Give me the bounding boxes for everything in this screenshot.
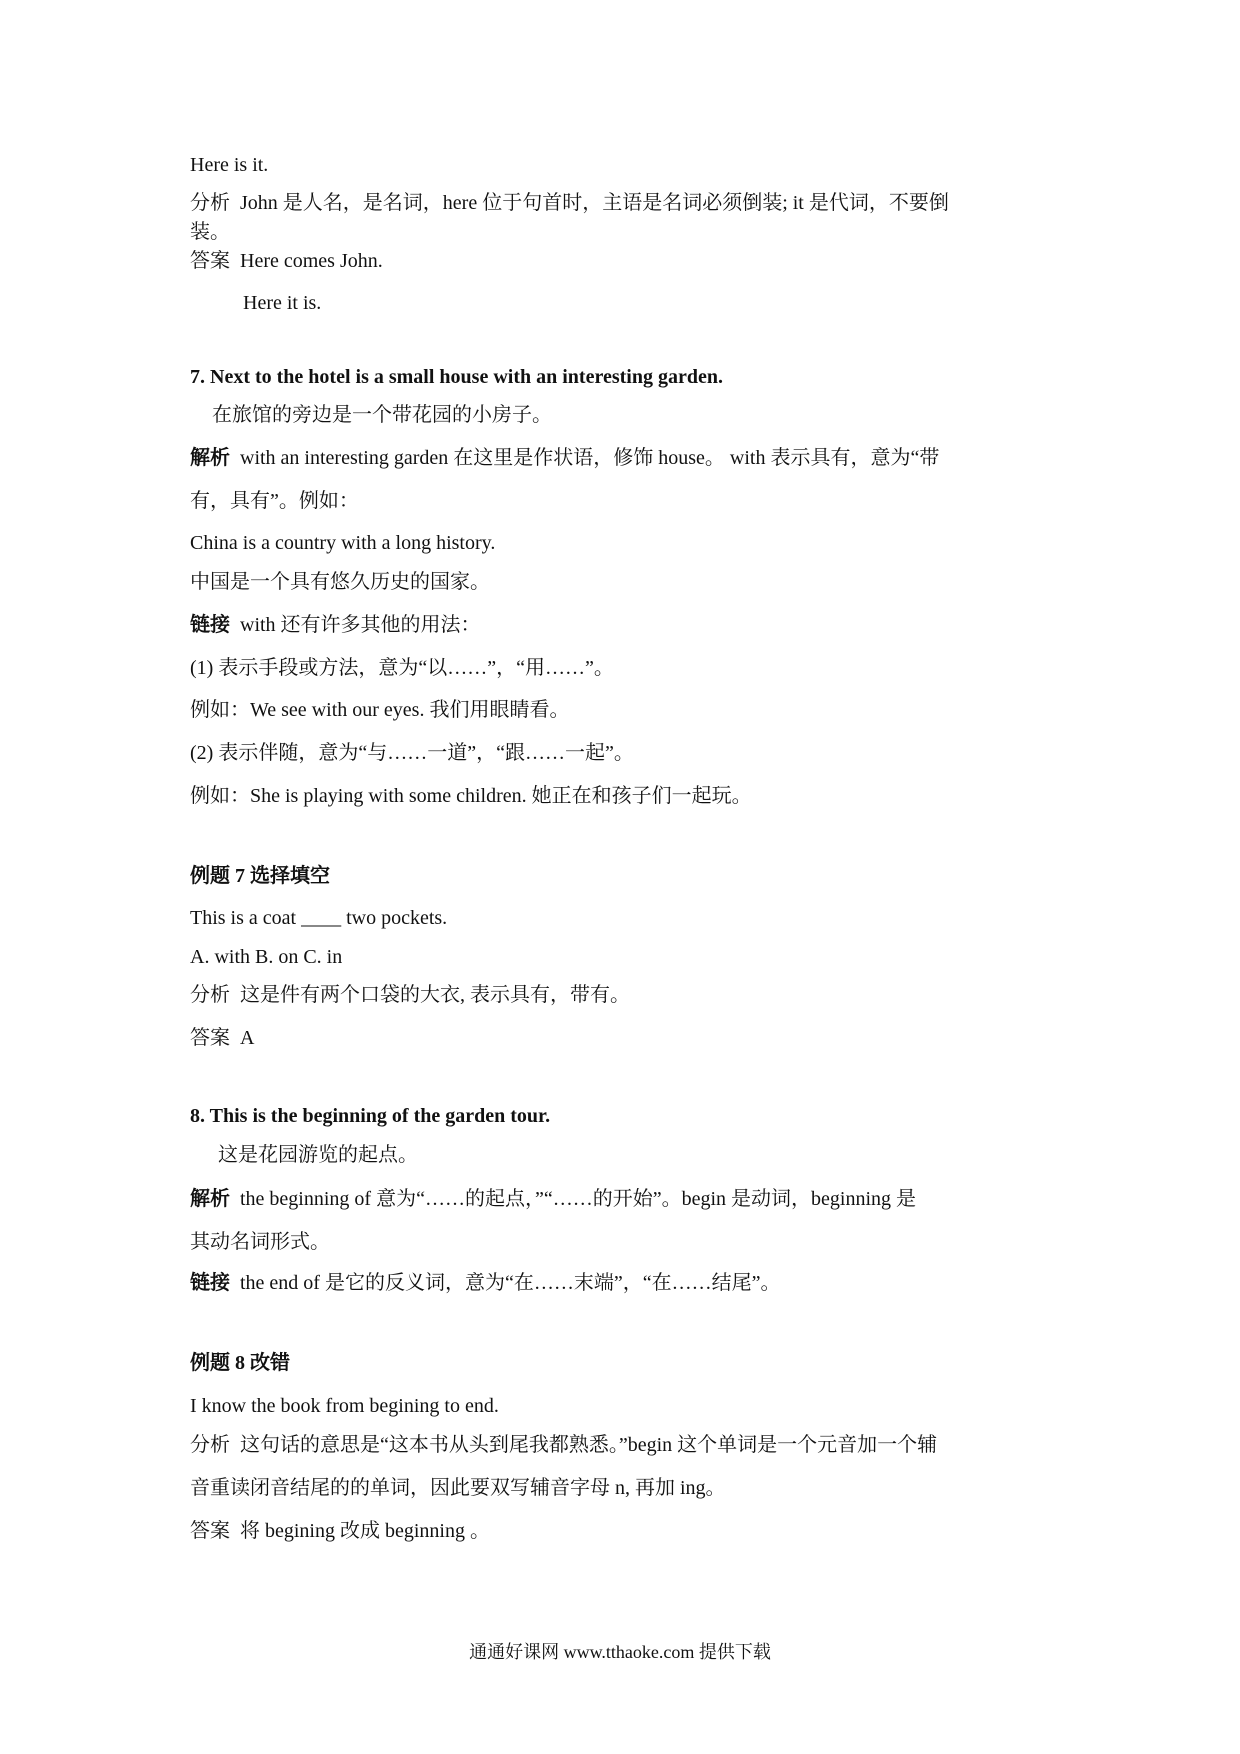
section-heading: 8. This is the beginning of the garden tour. <box>190 1105 551 1127</box>
usage-example: 例如：She is playing with some children. 她正在和孩子们一起玩。 <box>190 785 752 807</box>
link-label: 链接 <box>190 1272 230 1294</box>
link-line <box>190 612 481 638</box>
example-sentence: Here is it. <box>190 154 269 176</box>
link-text: the end of 是它的反义词，意为“在……末端”，“在……结尾”。 <box>240 1272 781 1294</box>
answer-label: 答案 <box>190 1520 230 1542</box>
answer-line <box>190 1025 254 1051</box>
exercise-heading: 例题 8 改错 <box>190 1352 290 1374</box>
analysis-line <box>190 190 949 216</box>
explanation-label: 解析 <box>190 1188 230 1210</box>
usage-example: 例如：We see with our eyes. 我们用眼睛看。 <box>190 699 570 721</box>
explanation-label: 解析 <box>190 447 230 469</box>
answer-text: 将 begining 改成 beginning 。 <box>240 1520 490 1542</box>
analysis-text: John 是人名，是名词，here 位于句首时，主语是名词必须倒装; it 是代词，不要倒 <box>240 192 949 214</box>
exercise-question: This is a coat ____ two pockets. <box>190 907 448 929</box>
answer-label: 答案 <box>190 1027 230 1049</box>
link-line <box>190 1270 780 1296</box>
explanation-text: the beginning of 意为“……的起点，”“……的开始”。begin 是动词，beginning 是 <box>240 1188 917 1210</box>
translation: 在旅馆的旁边是一个带花园的小房子。 <box>212 404 552 426</box>
section-heading: 7. Next to the hotel is a small house with an interesting garden. <box>190 366 723 388</box>
usage-item: (2) 表示伴随，意为“与……一道”，“跟……一起”。 <box>190 742 634 764</box>
explanation-line <box>190 1186 916 1212</box>
translation: 这是花园游览的起点。 <box>218 1144 418 1166</box>
explanation-text: with an interesting garden 在这里是作状语，修饰 house。 with 表示具有，意为“带 <box>240 447 940 469</box>
answer-text: Here comes John. <box>240 250 383 272</box>
exercise-question: I know the book from begining to end. <box>190 1395 499 1417</box>
analysis-label: 分析 <box>190 192 230 214</box>
usage-item: (1) 表示手段或方法，意为“以……”，“用……”。 <box>190 657 614 679</box>
analysis-label: 分析 <box>190 984 230 1006</box>
example-en: China is a country with a long history. <box>190 532 496 554</box>
exercise-options: A. with B. on C. in <box>190 946 343 968</box>
analysis-line-cont: 音重读闭音结尾的的单词，因此要双写辅音字母 n, 再加 ing。 <box>190 1477 726 1499</box>
analysis-line-cont: 装。 <box>190 221 230 243</box>
exercise-heading: 例题 7 选择填空 <box>190 865 330 887</box>
analysis-text: 这是件有两个口袋的大衣, 表示具有，带有。 <box>240 984 630 1006</box>
analysis-line <box>190 1432 937 1458</box>
answer-line <box>190 248 383 274</box>
answer-line <box>190 1518 490 1544</box>
answer-label: 答案 <box>190 250 230 272</box>
answer-text: A <box>240 1027 255 1049</box>
explanation-line-cont: 有，具有”。例如： <box>190 490 359 512</box>
link-text: with 还有许多其他的用法： <box>240 614 481 636</box>
link-label: 链接 <box>190 614 230 636</box>
explanation-line-cont: 其动名词形式。 <box>190 1231 330 1253</box>
analysis-line <box>190 982 630 1008</box>
explanation-line <box>190 445 939 471</box>
example-zh: 中国是一个具有悠久历史的国家。 <box>190 571 490 593</box>
analysis-text: 这句话的意思是“这本书从头到尾我都熟悉。”begin 这个单词是一个元音加一个辅 <box>240 1434 938 1456</box>
answer-line-cont: Here it is. <box>243 292 322 314</box>
analysis-label: 分析 <box>190 1434 230 1456</box>
page-footer: 通通好课网 www.tthaoke.com 提供下载 <box>469 1642 771 1662</box>
